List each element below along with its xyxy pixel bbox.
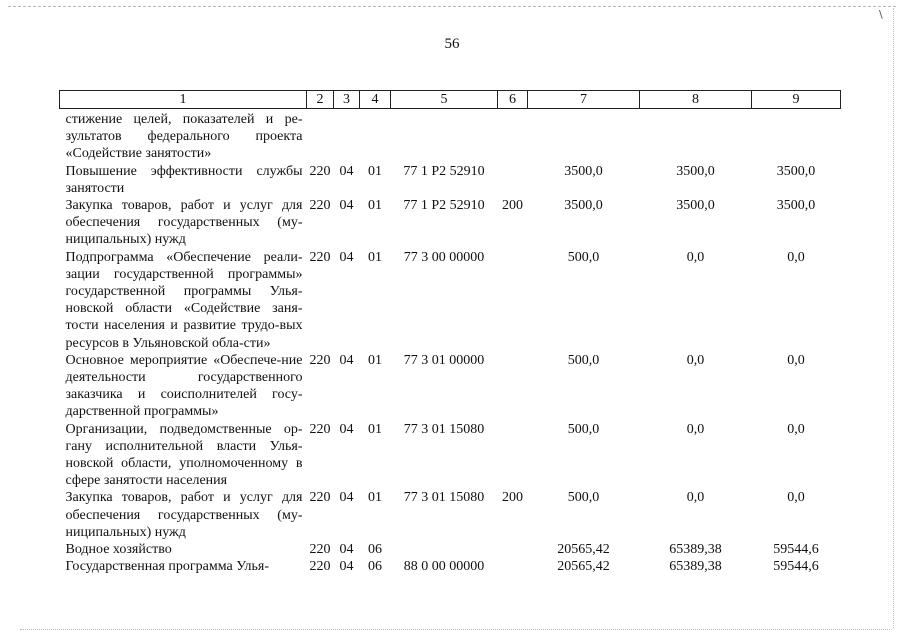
col-header-year-2: 8 — [640, 91, 752, 109]
row-vr — [498, 541, 528, 558]
col-header-csr: 5 — [391, 91, 498, 109]
row-csr: 77 3 01 15080 — [403, 421, 485, 437]
header-row — [60, 91, 841, 109]
col-header-name: 1 — [60, 91, 307, 109]
table-row — [60, 421, 841, 490]
row-name: Закупка товаров, работ и услуг для обеспечения государственных (му-ниципальных) нужд — [65, 490, 303, 540]
row-year-3 — [752, 109, 841, 163]
row-year-2 — [640, 109, 752, 163]
row-csr — [391, 541, 498, 558]
row-admin: 220 — [309, 421, 331, 437]
row-admin: 220 — [309, 163, 331, 179]
page-number: 56 — [444, 36, 460, 52]
scan-edge-right — [893, 8, 894, 628]
row-name: Повышение эффективности службы занятости — [65, 163, 303, 196]
col-header-section: 3 — [334, 91, 360, 109]
row-section: 04 — [339, 352, 354, 368]
row-section: 04 — [339, 163, 354, 179]
row-name: Подпрограмма «Обеспечение реали-зации государственной программы» государственной программы Улья-новской области «Содействие заня-тости населения и развитие трудо-вых ресурсов в Ульяновской обла-сти» — [65, 249, 303, 351]
row-year-1: 3500,0 — [564, 163, 603, 179]
row-year-2: 3500,0 — [676, 163, 715, 179]
table-row — [60, 163, 841, 197]
row-admin: 220 — [309, 542, 331, 558]
row-section: 04 — [339, 249, 354, 265]
row-csr — [391, 109, 498, 163]
table-row — [60, 489, 841, 541]
row-year-3: 3500,0 — [776, 198, 816, 214]
row-name: Основное мероприятие «Обеспече-ние деятельности государственного заказчика и соисполнителей госу-дарственной программы» — [65, 352, 303, 420]
row-subsection: 01 — [368, 249, 382, 265]
row-csr: 77 3 01 00000 — [403, 352, 485, 368]
row-year-1: 500,0 — [567, 490, 600, 506]
row-vr: 200 — [502, 198, 523, 214]
row-section: 04 — [339, 421, 354, 437]
row-year-3: 3500,0 — [776, 163, 816, 179]
row-vr — [498, 421, 528, 490]
table-row — [60, 541, 841, 558]
row-subsection: 01 — [368, 352, 382, 368]
row-admin: 220 — [309, 559, 331, 575]
row-year-1 — [528, 109, 640, 163]
budget-table — [59, 90, 841, 575]
row-vr — [498, 163, 528, 197]
table-row — [60, 352, 841, 421]
row-csr: 77 1 P2 52910 — [403, 163, 485, 179]
col-header-year-3: 9 — [752, 91, 841, 109]
row-subsection: 06 — [368, 559, 382, 575]
row-vr — [498, 109, 528, 163]
row-name: Закупка товаров, работ и услуг для обеспечения государственных (му-ниципальных) нужд — [65, 198, 303, 248]
row-year-3: 0,0 — [787, 490, 805, 506]
col-header-subsection: 4 — [360, 91, 391, 109]
row-year-1: 500,0 — [567, 352, 600, 368]
row-year-2: 65389,38 — [669, 542, 722, 558]
row-admin: 220 — [309, 352, 331, 368]
scan-edge-top — [8, 6, 896, 7]
row-subsection: 06 — [368, 542, 382, 558]
row-vr: 200 — [502, 490, 523, 506]
table-row — [60, 197, 841, 249]
scan-edge-bottom — [20, 629, 890, 630]
row-section: 04 — [339, 198, 354, 214]
row-section: 04 — [339, 542, 354, 558]
row-csr: 77 3 01 15080 — [403, 490, 485, 506]
corner-mark: \ — [879, 8, 883, 21]
row-subsection: 01 — [368, 421, 382, 437]
row-vr — [498, 558, 528, 575]
row-year-1: 3500,0 — [564, 198, 603, 214]
row-year-1: 500,0 — [567, 421, 600, 437]
table-row — [60, 249, 841, 352]
row-csr: 77 3 00 00000 — [403, 249, 485, 265]
row-csr: 77 1 P2 52910 — [403, 198, 485, 214]
row-year-2: 0,0 — [686, 352, 705, 368]
row-year-1: 20565,42 — [557, 559, 610, 575]
row-name: Организации, подведомственные ор-гану исполнительной власти Улья-новской области, уполномоченному в сфере занятости населения — [65, 421, 303, 489]
row-name: стижение целей, показателей и ре-зультатов федерального проекта «Содействие занятости» — [65, 112, 303, 162]
row-year-2: 3500,0 — [676, 198, 715, 214]
row-year-1: 500,0 — [567, 249, 600, 265]
row-admin: 220 — [309, 198, 331, 214]
row-year-3: 0,0 — [787, 421, 805, 437]
row-subsection: 01 — [368, 490, 382, 506]
table-row — [60, 109, 841, 163]
table-row — [60, 558, 841, 575]
row-admin: 220 — [309, 249, 331, 265]
row-subsection — [360, 109, 391, 163]
row-year-2: 0,0 — [686, 490, 705, 506]
col-header-admin: 2 — [307, 91, 334, 109]
row-section: 04 — [339, 559, 354, 575]
row-name: Водное хозяйство — [65, 542, 172, 558]
row-year-3: 59544,6 — [773, 559, 819, 575]
row-section — [334, 109, 360, 163]
row-subsection: 01 — [368, 163, 382, 179]
row-year-3: 59544,6 — [773, 542, 819, 558]
row-admin: 220 — [309, 490, 331, 506]
col-header-year-1: 7 — [528, 91, 640, 109]
row-year-1: 20565,42 — [557, 542, 610, 558]
row-csr: 88 0 00 00000 — [403, 559, 485, 575]
row-name: Государственная программа Улья- — [65, 559, 269, 575]
row-admin — [307, 109, 334, 163]
row-vr — [498, 352, 528, 421]
row-year-2: 0,0 — [686, 421, 705, 437]
row-year-3: 0,0 — [787, 249, 805, 265]
row-subsection: 01 — [368, 198, 382, 214]
row-section: 04 — [339, 490, 354, 506]
col-header-vr: 6 — [498, 91, 528, 109]
row-year-2: 65389,38 — [669, 559, 722, 575]
row-year-2: 0,0 — [686, 249, 705, 265]
row-vr — [498, 249, 528, 352]
row-year-3: 0,0 — [787, 352, 805, 368]
